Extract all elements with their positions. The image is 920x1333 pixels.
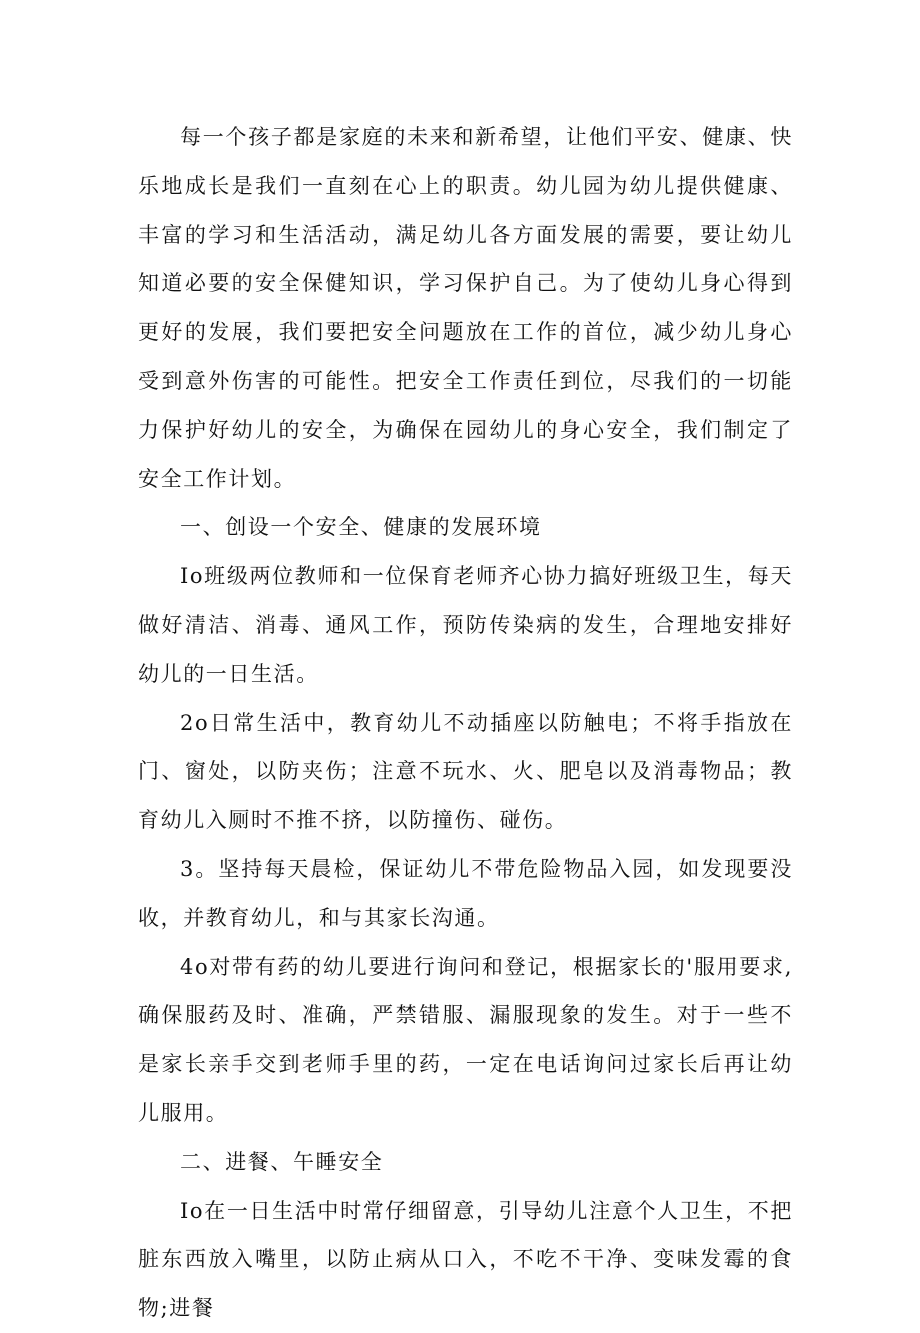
list-item-5: Io在一日生活中时常仔细留意，引导幼儿注意个人卫生，不把脏东西放入嘴里，以防止病从口入，不吃不干净、变味发霉的食物;进餐 — [138, 1198, 793, 1321]
intro-paragraph: 每一个孩子都是家庭的未来和新希望，让他们平安、健康、快乐地成长是我们一直刻在心上的职责。幼儿园为幼儿提供健康、丰富的学习和生活活动，满足幼儿各方面发展的需要，要让幼儿知道必要的安全保健知识，学习保护自己。为了使幼儿身心得到更好的发展，我们要把安全问题放在工作的首位，减少幼儿身心受到意外伤害的可能性。把安全工作责任到位，尽我们的一切能力保护好幼儿的安全，为确保在园幼儿的身心安全，我们制定了安全工作计划。 — [138, 125, 793, 491]
list-item-2: 2o日常生活中，教育幼儿不动插座以防触电；不将手指放在门、窗处，以防夹伤；注意不玩水、火、肥皂以及消毒物品；教育幼儿入厕时不推不挤，以防撞伤、碰伤。 — [138, 710, 793, 833]
list-item-3: 3。坚持每天晨检，保证幼儿不带危险物品入园，如发现要没收，并教育幼儿，和与其家长沟通。 — [138, 856, 793, 930]
list-item-1: Io班级两位教师和一位保育老师齐心协力搞好班级卫生，每天做好清洁、消毒、通风工作，预防传染病的发生，合理地安排好幼儿的一日生活。 — [138, 564, 793, 686]
section-heading-1: 一、创设一个安全、健康的发展环境 — [180, 515, 542, 540]
document-body — [138, 113, 793, 1333]
section-heading-2: 二、进餐、午睡安全 — [180, 1149, 384, 1174]
list-item-4: 4o对带有药的幼儿要进行询问和登记，根据家长的'服用要求,确保服药及时、准确，严禁错服、漏服现象的发生。对于一些不是家长亲手交到老师手里的药，一定在电话询问过家长后再让幼儿服用。 — [138, 954, 793, 1125]
